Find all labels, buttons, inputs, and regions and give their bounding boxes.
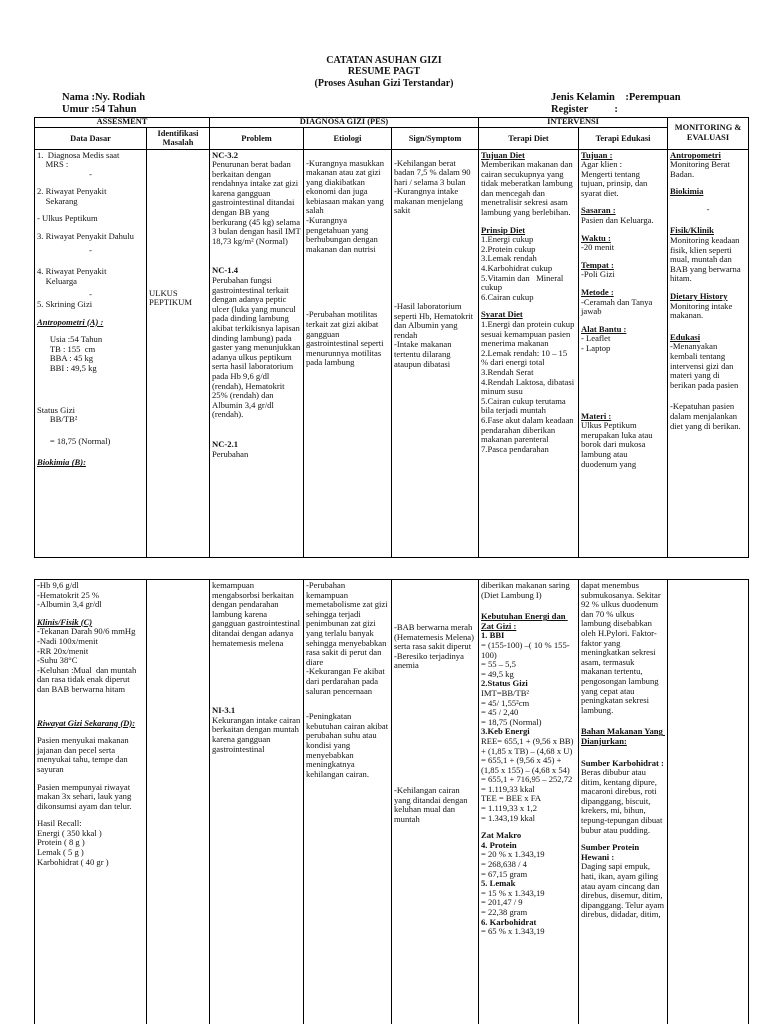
diagnosa-medis-value: - (89, 168, 92, 179)
group-header-intervensi: INTERVENSI (479, 118, 668, 128)
cell-monitoring-continued (668, 580, 749, 1024)
column-header-identifikasi: Identifikasi Masalah (147, 127, 210, 149)
identifikasi-masalah: ULKUS PEPTIKUM (149, 287, 192, 308)
lemak-calc: = 15 % x 1.343,19 = 201,47 / 9 = 22,38 gram (481, 887, 545, 917)
monitoring-dietary-text: Monitoring intake makanan. (670, 300, 735, 321)
monitoring-edukasi-heading: Edukasi (670, 331, 701, 342)
problem-code-nc14: NC-1.4 (212, 265, 239, 276)
sign-1: -Kehilangan berat badan 7,5 % dalam 90 hari / selama 3 bulan -Kurangnya intake makanan menjelang sakit (394, 157, 471, 216)
edukasi-metode-heading: Metode : (581, 287, 614, 298)
edukasi-alat-text: - Leaflet - Laptop (581, 333, 611, 353)
skrining-gizi: 5. Skrining Gizi (37, 299, 93, 310)
etiologi-2: -Perubahan motilitas terkait zat gizi akibat gangguan gastrointestinal seperti menurunnya motilitas pada lambung (306, 309, 386, 368)
cell-data-dasar-continued (35, 580, 147, 1024)
status-gizi-value: = 18,75 (Normal) (37, 435, 111, 446)
kebutuhan-energi-heading: Kebutuhan Energi dan Zat Gizi : (481, 611, 568, 631)
problem-code-nc32: NC-3.2 (212, 149, 239, 160)
group-header-assesment: ASSESMENT (35, 118, 210, 128)
edukasi-materi-continued: dapat menembus submukosanya. Sekitar 92 % ulkus duodenum dan 70 % ulkus lambung disebabkan oleh H.Pylori. Faktor-faktor yang meningkatkan sekresi asam, termasuk makanan tertentu, pengosongan lambung yang cepat atau peningkatan sekresi lambung. (581, 580, 663, 715)
column-header-etiologi: Etiologi (304, 127, 392, 149)
status-gizi-heading: 2.Status Gizi (481, 678, 528, 689)
ulkus-peptikum-note: - Ulkus Peptikum (37, 213, 98, 224)
prinsip-diet-text: 1.Energi cukup 2.Protein cukup 3.Lemak rendah 4.Karbohidrat cukup 5.Vitamin dan Mineral cukup 6.Cairan cukup (481, 234, 564, 302)
riwayat-penyakit-keluarga-value: - (89, 289, 92, 300)
cell-identifikasi-continued (147, 580, 210, 1024)
cell-identifikasi (147, 149, 210, 557)
document-subtitle: RESUME PAGT (347, 66, 421, 77)
cell-monitoring (668, 149, 749, 557)
cell-terapi-edukasi-continued (579, 580, 668, 1024)
kebutuhan-energi-subheading: 3.Keb Energi (481, 726, 530, 737)
riwayat-penyakit-sekarang: 2. Riwayat Penyakit Sekarang (37, 186, 107, 206)
hasil-recall: Hasil Recall: Energi ( 350 kkal ) Protein ( 8 g ) Lemak ( 5 g ) Karbohidrat ( 40 gr ) (37, 818, 109, 867)
cell-data-dasar (35, 149, 147, 557)
status-gizi: Status Gizi BB/TB² (37, 404, 78, 425)
problem-code-nc21: NC-2.1 (212, 438, 239, 449)
column-header-data-dasar: Data Dasar (35, 127, 147, 149)
column-header-sign: Sign/Symptom (392, 127, 479, 149)
edukasi-sasaran-text: Pasien dan Keluarga. (581, 215, 654, 226)
edukasi-alat-heading: Alat Bantu : (581, 323, 627, 334)
cell-etiologi (304, 149, 392, 557)
assessment-table-top (34, 117, 749, 558)
edukasi-waktu-heading: Waktu : (581, 232, 611, 243)
patient-name: Nama :Ny. Rodiah (62, 92, 146, 103)
biokimia-heading: Biokimia (B): (37, 457, 86, 468)
riwayat-penyakit-keluarga: 4. Riwayat Penyakit Keluarga (37, 266, 107, 286)
assessment-table-bottom (34, 579, 749, 1024)
protein-heading: 4. Protein (481, 839, 517, 850)
cell-terapi-edukasi (579, 149, 668, 557)
edukasi-materi-text: Ulkus Peptikum merupakan luka atau borok dari mukosa lambung atau duodenum yang (581, 420, 655, 469)
syarat-diet-text: 1.Energi dan protein cukup sesuai kemampuan pasien menerima makanan 2.Lemak rendah: 10 – 15 % dari energi total 3.Rendah Serat 4.Rendah Laktosa, dibatasi minum susu 5.Cairan cukup terutama bila terjadi muntah 6.Fase akut dalam keadaan pendarahan diberikan makanan parenteral 7.Pasca pendarahan (481, 319, 575, 454)
document-title: CATATAN ASUHAN GIZI (326, 55, 442, 66)
patient-register: Register : (551, 104, 618, 115)
problem-text-nc14: Perubahan fungsi gastrointestinal terkait dengan adanya peptic ulcer (luka yang muncul pada dinding lambung akibat terkikisnya lapisan dinding lambung) pada gaster yang menunjukkan adanya ulkus peptikum serta hasil laboratorium pada Hb 9,6 g/dl (rendah), Hematokrit 25% (rendah) dan Albumin 3,4 gr/dl (rendah). (212, 275, 303, 420)
group-header-diagnosa: DIAGNOSA GIZI (PES) (210, 118, 479, 128)
problem-text-nc21: Perubahan (212, 448, 249, 459)
karbohidrat-calc: = 65 % x 1.343,19 (481, 926, 545, 937)
monitoring-kepatuhan: -Kepatuhan pasien dalam menjalankan diet yang di berikan. (670, 401, 741, 431)
edukasi-sasaran-heading: Sasaran : (581, 205, 616, 216)
syarat-diet-continued: diberikan makanan saring (Diet Lambung I) (481, 580, 572, 600)
klinis-fisik-text: -Tekanan Darah 90/6 mmHg -Nadi 100x/menit -RR 20x/menit -Suhu 38°C -Keluhan :Mual dan muntah dan rasa tidak enak diperut dan BAB berwarna hitam (37, 626, 137, 694)
group-header-monitoring: MONITORING & EVALUASI (668, 118, 749, 150)
etiologi-1: -Kurangnya masukkan makanan atau zat gizi yang diakibatkan ekonomi dan juga kebiasaan makan yang salah -Kurangnya pengetahuan yang berhubungan dengan makanan dan nutrisi (306, 157, 385, 254)
cell-problem-continued (210, 580, 304, 1024)
edukasi-tujuan-heading: Tujuan : (581, 149, 613, 160)
bbi-calc: = (155-100) –( 10 % 155-100) = 55 – 5,5 = 49,5 kg (481, 639, 570, 679)
sumber-karbohidrat-text: Beras dibubur atau ditim, kentang dipure, macaroni direbus, roti dipanggang, biscuit, krekers, mi, bihun, tepung-tepungan dibuat bubur atau pudding. (581, 767, 665, 835)
monitoring-biokimia-heading: Biokimia (670, 186, 704, 197)
edukasi-metode-text: -Ceramah dan Tanya jawab (581, 296, 655, 317)
zat-makro-heading: Zat Makro (481, 830, 522, 841)
prinsip-diet-heading: Prinsip Diet (481, 224, 526, 235)
monitoring-antropometri-heading: Antropometri (670, 149, 721, 160)
diagnosa-medis: 1. Diagnosa Medis saat MRS : (37, 149, 120, 170)
status-gizi-calc: IMT=BB/TB² = 45/ 1,55²cm = 45 / 2,40 = 18,75 (Normal) (481, 687, 542, 727)
cell-terapi-diet (479, 149, 579, 557)
cell-terapi-diet-continued (479, 580, 579, 1024)
sumber-protein-hewani-heading: Sumber Protein Hewani : (581, 842, 642, 862)
problem-text-ni31: Kekurangan intake cairan berkaitan dengan muntah karena gangguan gastrointestinal (212, 714, 303, 754)
klinis-fisik-heading: Klinis/Fisik (C) (37, 616, 93, 627)
sign-3: -BAB berwarna merah (Hematemesis Melena) serta rasa sakit diperut -Beresiko terjadinya anemia (394, 622, 474, 671)
patient-age: Umur :54 Tahun (62, 104, 137, 115)
edukasi-tempat-text: -Poli Gizi (581, 269, 615, 280)
sign-4: -Kehilangan cairan yang ditandai dengan keluhan mual dan muntah (394, 784, 470, 824)
tujuan-diet-heading: Tujuan Diet (481, 149, 525, 160)
riwayat-penyakit-dahulu-value: - (89, 244, 92, 255)
riwayat-gizi-sekarang-text-2: Pasien mempunyai riwayat makan 3x sehari, lauk yang dikonsumsi ayam dan telur. (37, 781, 134, 811)
sumber-karbohidrat-heading: Sumber Karbohidrat : (581, 757, 664, 768)
lemak-heading: 5. Lemak (481, 878, 516, 889)
tujuan-diet-text: Memberikan makanan dan cairan secukupnya yang tidak meberatkan lambung dan mencegah dan menetralisir sekresi asam lambung yang berlebihan. (481, 159, 575, 218)
bbi-heading: 1. BBI (481, 630, 505, 641)
cell-sign (392, 149, 479, 557)
etiologi-3: -Perubahan kemampuan memetabolisme zat gizi sehingga terjadi penimbunan zat gizi yang terlalu banyak sehingga menyebabkan rasa sakit di perut dan diare -Kekurangan Fe akibat dari perdarahan pada saluran pencernaan (306, 580, 388, 696)
column-header-terapi-edukasi: Terapi Edukasi (579, 127, 668, 149)
monitoring-dietary-heading: Dietary History (670, 291, 728, 302)
riwayat-gizi-sekarang-text-1: Pasien menyukai makanan jajanan dan pecel serta menyukai tahu, tempe dan sayuran (37, 735, 131, 774)
edukasi-tujuan-text: Agar klien : Mengerti tentang tujuan, prinsip, dan syarat diet. (581, 159, 648, 198)
kebutuhan-energi-calc: REE= 655,1 + (9,56 x BB) + (1,85 x TB) – (4,68 x U) = 655,1 + (9,56 x 45) + (1,85 x 155) – (4,68 x 54) = 655,1 + 716,95 – 252,72 = 1.119,33 kkal TEE = BEE x FA = 1.119,33 x 1,2 = 1.343,19 kkal (481, 735, 574, 823)
monitoring-fisik-text: Monitoring keadaan fisik, klien seperti mual, muntah dan BAB yang berwarna hitam. (670, 235, 743, 284)
riwayat-penyakit-dahulu: 3. Riwayat Penyakit Dahulu (37, 231, 134, 242)
problem-text-nc21-continued: kemampuan mengabsorbsi berkaitan dengan pendarahan lambung karena gangguan gastrointestinal ditandai dengan adanya hematemesis melena (212, 580, 303, 648)
patient-gender: Jenis Kelamin :Perempuan (551, 92, 681, 103)
bahan-makanan-heading: Bahan Makanan Yang Dianjurkan: (581, 726, 665, 746)
sumber-protein-hewani-text: Daging sapi empuk, hati, ikan, ayam giling atau ayam cincang dan direbus, disemur, ditim, dipanggang. Telur ayam direbus, didadar, ditim, (581, 861, 667, 920)
antropometri-heading: Antropometri (A) : (37, 316, 104, 327)
problem-code-ni31: NI-3.1 (212, 705, 236, 716)
cell-problem (210, 149, 304, 557)
sign-2: -Hasil laboratorium seperti Hb, Hematokrit dan Albumin yang rendah -Intake makanan tertentu dilarang ataupun dibatasi (394, 301, 473, 369)
monitoring-edukasi-text: -Menanyakan kembali tentang intervensi gizi dan materi yang di berikan pada pasien (670, 341, 739, 390)
column-header-terapi-diet: Terapi Diet (479, 127, 579, 149)
monitoring-biokimia-text: - (706, 203, 710, 214)
cell-etiologi-continued (304, 580, 392, 1024)
protein-calc: = 20 % x 1.343,19 = 268,638 / 4 = 67,15 gram (481, 849, 545, 879)
monitoring-fisik-heading: Fisik/Klinik (670, 225, 714, 236)
riwayat-gizi-sekarang-heading: Riwayat Gizi Sekarang (D): (37, 717, 136, 728)
problem-text-nc32: Penurunan berat badan berkaitan dengan rendahnya intake zat gizi karena gangguan gastrointestinal ditandai dengan BB yang berkurang (45 kg) selama 3 bulan dengan hasil IMT 18,73 kg/m² (Normal) (212, 159, 303, 246)
edukasi-tempat-heading: Tempat : (581, 259, 614, 270)
karbohidrat-heading: 6. Karbohidrat (481, 916, 537, 927)
monitoring-antropometri-text: Monitoring Berat Badan. (670, 159, 733, 179)
syarat-diet-heading: Syarat Diet (481, 309, 523, 320)
antropometri-values: Usia :54 Tahun TB : 155 cm BBA : 45 kg BBI : 49,5 kg (49, 334, 103, 373)
etiologi-4: -Peningkatan kebutuhan cairan akibat perubahan suhu atau kondisi yang menyebabkan meningkatnya kehilangan cairan. (306, 711, 391, 779)
cell-sign-continued (392, 580, 479, 1024)
column-header-problem: Problem (210, 127, 304, 149)
document-subtitle-process: (Proses Asuhan Gizi Terstandar) (314, 78, 454, 89)
edukasi-materi-heading: Materi : (581, 410, 612, 421)
page-header (0, 0, 768, 117)
biokimia-values: -Hb 9,6 g/dl -Hematokrit 25 % -Albumin 3,4 gr/dl (37, 580, 102, 610)
edukasi-waktu-text: -20 menit (581, 242, 615, 253)
